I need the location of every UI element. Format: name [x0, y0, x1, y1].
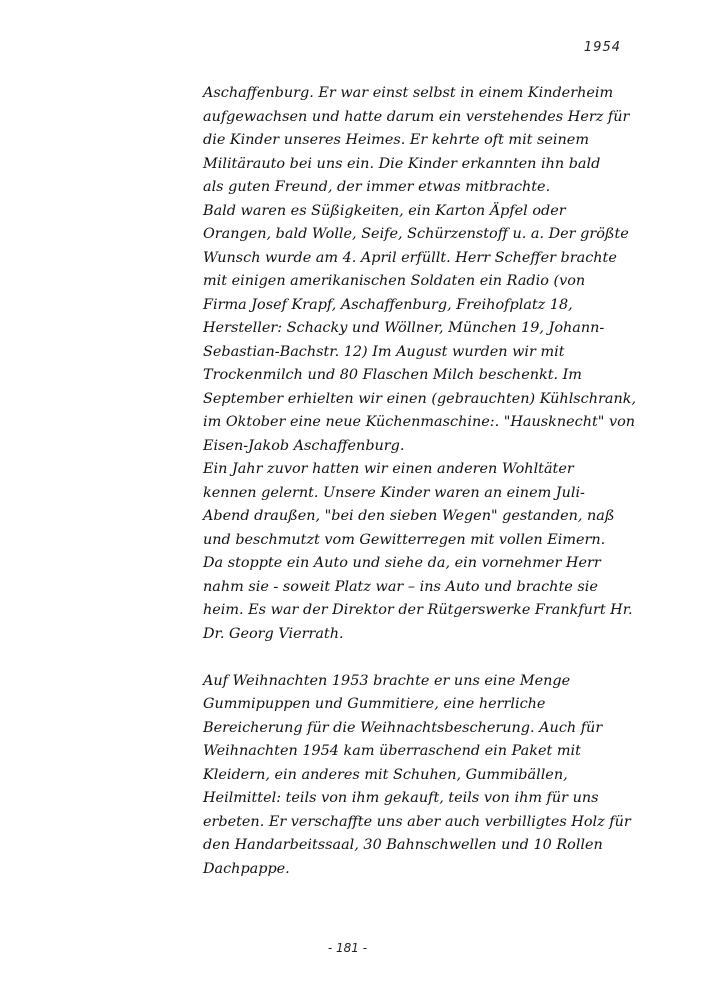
text-line: Wunsch wurde am 4. April erfüllt. Herr Scheffer brachte: [203, 249, 617, 266]
text-line: Dachpappe.: [203, 860, 290, 877]
text-line: Militärauto bei uns ein. Die Kinder erkannten ihn bald: [203, 155, 601, 172]
text-line: Hersteller: Schacky und Wöllner, München 19, Johann-: [203, 320, 605, 336]
paragraph-spacer: [203, 646, 643, 670]
text-line: Eisen-Jakob Aschaffenburg.: [203, 437, 405, 454]
text-line: Ein Jahr zuvor hatten wir einen anderen Wohltäter: [203, 461, 574, 477]
text-line: Abend draußen, "bei den sieben Wegen" gestanden, naß: [203, 508, 615, 524]
text-line: Trockenmilch und 80 Flaschen Milch beschenkt. Im: [203, 367, 582, 383]
text-line: Da stoppte ein Auto und siehe da, ein vornehmer Herr: [203, 555, 601, 571]
text-line: heim. Es war der Direktor der Rütgerswerke Frankfurt Hr.: [203, 602, 633, 618]
text-line: den Handarbeitssaal, 30 Bahnschwellen und 10 Rollen: [203, 837, 603, 853]
text-line: und beschmutzt vom Gewitterregen mit vollen Eimern.: [203, 531, 606, 548]
text-line: Gummipuppen und Gummitiere, eine herrliche: [203, 696, 546, 712]
text-line: Kleidern, ein anderes mit Schuhen, Gummibällen,: [203, 766, 568, 783]
text-line: erbeten. Er verschaffte uns aber auch verbilligtes Holz für: [203, 813, 631, 830]
text-line: nahm sie - soweit Platz war – ins Auto und brachte sie: [203, 578, 598, 595]
text-line: kennen gelernt. Unsere Kinder waren an einem Juli-: [203, 484, 585, 501]
text-line: im Oktober eine neue Küchenmaschine:. "Hausknecht" von: [203, 414, 635, 430]
document-body: [203, 82, 643, 881]
text-line: als guten Freund, der immer etwas mitbrachte.: [203, 179, 551, 195]
page-number-text: - 181 -: [327, 941, 368, 955]
page-header-year: 1954: [583, 40, 621, 55]
paragraph: [203, 200, 643, 459]
text-line: Dr. Georg Vierrath.: [203, 625, 344, 642]
text-line: Firma Josef Krapf, Aschaffenburg, Freihofplatz 18,: [203, 296, 573, 313]
text-line: Orangen, bald Wolle, Seife, Schürzenstoff u. a. Der größte: [203, 226, 629, 242]
text-line: Heilmittel: teils von ihm gekauft, teils von ihm für uns: [203, 790, 599, 806]
text-line: Bald waren es Süßigkeiten, ein Karton Äpfel oder: [203, 202, 566, 219]
paragraph: [203, 458, 643, 646]
text-line: Bereicherung für die Weihnachtsbescherung. Auch für: [203, 719, 603, 736]
paragraph: [203, 670, 643, 882]
text-line: die Kinder unseres Heimes. Er kehrte oft mit seinem: [203, 132, 589, 148]
text-line: Weihnachten 1954 kam überraschend ein Paket mit: [203, 743, 581, 759]
paragraph: [203, 82, 643, 200]
text-line: Aschaffenburg. Er war einst selbst in einem Kinderheim: [203, 85, 614, 101]
text-line: Sebastian-Bachstr. 12) Im August wurden wir mit: [203, 343, 565, 360]
text-line: aufgewachsen und hatte darum ein verstehendes Herz für: [203, 108, 630, 125]
page-number: [0, 941, 707, 955]
text-line: Auf Weihnachten 1953 brachte er uns eine Menge: [203, 672, 571, 689]
text-line: September erhielten wir einen (gebrauchten) Kühlschrank,: [203, 390, 637, 407]
text-line: mit einigen amerikanischen Soldaten ein Radio (von: [203, 273, 586, 289]
